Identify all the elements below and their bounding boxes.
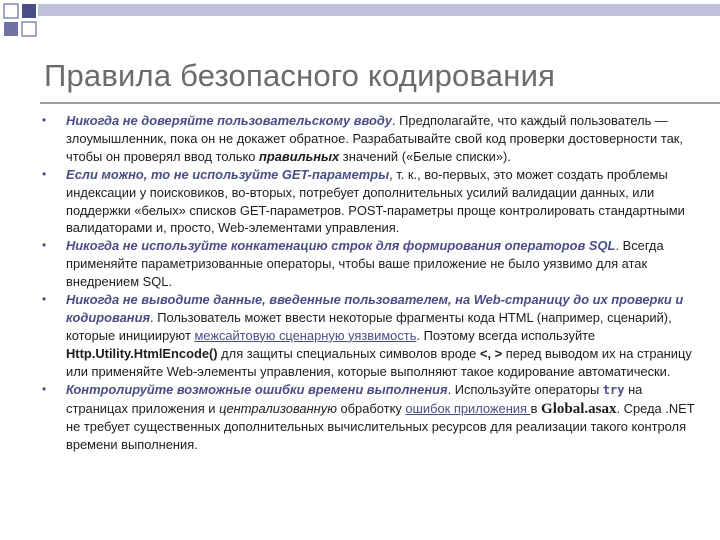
app-errors-link[interactable]: ошибок приложения (405, 400, 531, 416)
rule-heading: Никогда не доверяйте пользовательскому вводу (66, 113, 392, 128)
list-item (42, 381, 696, 455)
rule-text: . Поэтому всегда используйте (416, 327, 596, 343)
list-item (42, 237, 696, 291)
rule-text: . Пользователь может ввести некоторые фрагменты кода HTML (например, сценарий), которые инициируют (66, 309, 672, 343)
rule-text: перед выводом их на страницу или применяйте Web-элементы управления, которые выполняют такое кодирование автоматически. (66, 345, 692, 379)
rule-heading: Если можно, то не используйте GET-параметры (66, 166, 390, 182)
rules-list (42, 112, 696, 454)
rule-text: на страницах приложения и (66, 381, 643, 416)
list-item (42, 166, 696, 238)
rule-text: значений («Белые списки»). (339, 148, 511, 164)
code-fragment: try (602, 382, 625, 397)
rule-text: , т. к., во-первых, это может создать проблемы индексации у поисковиков, во-вторых, потребует дополнительных усилий валидации данных, или поддержки «белых» списков GET-параметров. POST-параметры проще контролировать стандартными валидаторами и, просто, Web-элементами управления. (66, 166, 685, 236)
file-name: Global.asax (541, 400, 617, 417)
xss-link[interactable]: межсайтовую сценарную уязвимость (194, 327, 417, 343)
corner-squares-decoration (0, 0, 720, 48)
rule-text: . Среда .NET не требует существенных дополнительных вычислительных ресурсов для реализации такого контроля времени выполнения. (66, 400, 695, 453)
code-fragment: Http.Utility.HtmlEncode() (66, 345, 218, 361)
title-divider (40, 102, 720, 104)
rule-heading: Никогда не выводите данные, введенные пользователем, на Web-страницу до их проверки и кодирования (66, 292, 684, 325)
list-item (42, 112, 696, 166)
rule-heading: Контролируйте возможные ошибки времени выполнения (66, 381, 448, 397)
rule-text: . Используйте операторы (447, 381, 603, 397)
emphasis-text: правильных (259, 148, 340, 164)
rule-text: для защиты специальных символов вроде (217, 345, 480, 361)
rule-text: . Предполагайте, что каждый пользователь — злоумышленник, пока он не докажет обратное. Разрабатывайте свой код проверки достоверности так, чтобы он проверял ввод только (66, 113, 683, 164)
rule-text: обработку (336, 400, 406, 416)
emphasis-text: централизованную (219, 400, 337, 416)
special-symbols: <, > (479, 345, 503, 361)
rule-text: в (530, 400, 542, 416)
slide-title: Правила безопасного кодирования (44, 58, 556, 93)
rule-text: . Всегда применяйте параметризованные операторы, чтобы ваше приложение не было уязвимо для атак внедрением SQL. (66, 238, 664, 290)
list-item (42, 291, 696, 381)
rule-heading: Никогда не используйте конкатенацию строк для формирования операторов SQL (66, 238, 616, 254)
